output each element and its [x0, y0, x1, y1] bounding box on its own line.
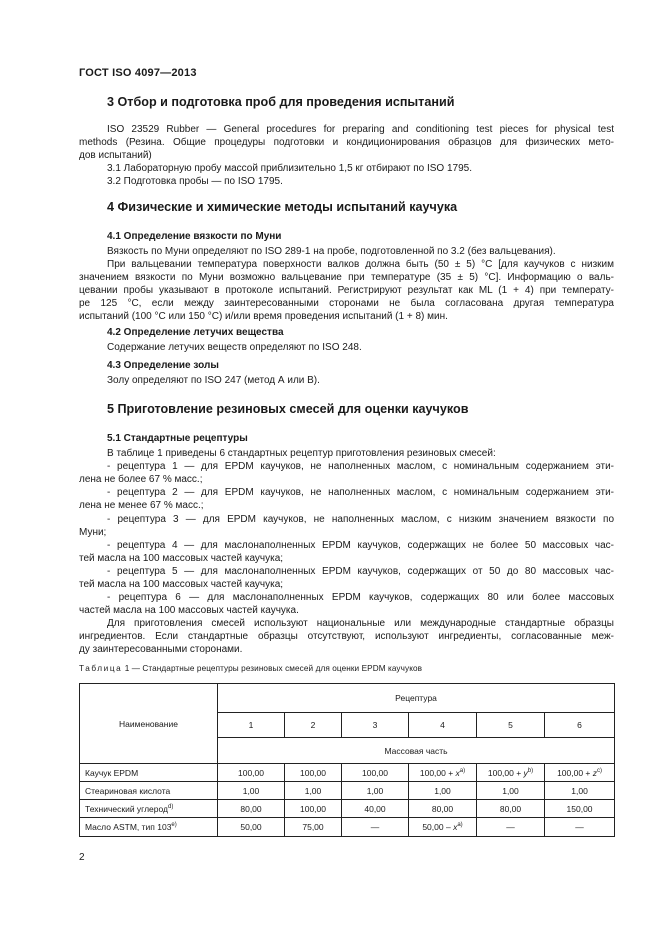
s4-1-line-1: Вязкость по Муни определяют по ISO 289-1 на пробе, подготовленной по 3.2 (без вальцевания). — [107, 246, 556, 257]
s4-1-line-5: ре 125 °С, если между заинтересованными сторонами не была согласована другая температура — [79, 298, 614, 309]
cell-value-5 — [477, 764, 545, 782]
subsection-4-2-heading: 4.2 Определение летучих вещества — [107, 327, 284, 338]
cell-value: 75,00 — [285, 818, 342, 837]
cell-value: 40,00 — [342, 800, 409, 818]
recipe-number-1: 1 — [218, 713, 285, 738]
s4-3-text: Золу определяют по ISO 247 (метод А или В). — [107, 375, 320, 386]
s5-line-9: тей масла на 100 массовых частей каучука; — [79, 553, 284, 564]
s4-1-line-4: цевании пробы указывают в протоколе испытаний. Регистрируют результат как ML (1 + 4) при температу- — [79, 285, 614, 296]
cell-value-6 — [545, 764, 615, 782]
s4-1-line-3: значением вязкости по Муни возможно вальцевание при температуре (35 ± 5) °С]. Информацию о валь- — [79, 272, 614, 283]
recipe-number-3: 3 — [342, 713, 409, 738]
variable-symbol: y — [523, 767, 528, 778]
table-caption-prefix: Таблица — [79, 664, 123, 673]
section-3-ref-line-2: methods (Резина. Общие процедуры подготовки и кондиционирования образцов для физических мето- — [79, 137, 614, 148]
s5-line-1: В таблице 1 приведены 6 стандартных рецептур приготовления резиновых смесей: — [107, 448, 496, 459]
subsection-4-1-heading: 4.1 Определение вязкости по Муни — [107, 231, 282, 242]
s5-line-3: лена не более 67 % масс.; — [79, 474, 203, 485]
s5-line-4: - рецептура 2 — для EPDM каучуков, не наполненных маслом, с номинальным содержанием эти- — [107, 487, 614, 498]
recipe-number-2: 2 — [285, 713, 342, 738]
s5-line-5: лена не менее 67 % масс.; — [79, 500, 204, 511]
table-row — [80, 800, 615, 818]
cell-value: 100,00 — [285, 800, 342, 818]
cell-value-text: 50,00 – x — [422, 822, 458, 832]
recipe-number-6: 6 — [545, 713, 615, 738]
s5-line-16: ду заинтересованными сторонами. — [79, 644, 243, 655]
s4-1-line-2: При вальцевании температура поверхности валков должна быть (50 ± 5) °С [для каучуков с низким — [107, 259, 614, 270]
s5-line-12: - рецептура 6 — для маслонаполненных EPDM каучуков, содержащих 80 или более массовых — [107, 592, 614, 603]
s4-1-line-6: испытаний (100 °С или 150 °С) и/или время проведения испытаний (1 + 8) мин. — [79, 311, 448, 322]
row-name: Каучук EPDM — [80, 764, 218, 782]
s5-line-15: ингредиентов. Если стандартные образцы отсутствуют, используют ингредиенты, согласованные меж- — [79, 631, 614, 642]
table-caption-text: 1 — Стандартные рецептуры резиновых смесей для оценки EPDM каучуков — [124, 664, 423, 673]
s4-2-text: Содержание летучих веществ определяют по ISO 248. — [107, 342, 362, 353]
item-3-1: 3.1 Лабораторную пробу массой приблизительно 1,5 кг отбирают по ISO 1795. — [107, 163, 472, 174]
variable-symbol: x — [455, 767, 460, 778]
variable-symbol: x — [453, 822, 458, 832]
cell-value: — — [545, 818, 615, 837]
cell-value: 1,00 — [545, 782, 615, 800]
section-5-heading: 5 Приготовление резиновых смесей для оценки каучуков — [107, 402, 469, 416]
footnote-marker: a) — [459, 767, 466, 774]
s5-line-11: тей масла на 100 массовых частей каучука; — [79, 579, 284, 590]
row-name: Стеариновая кислота — [80, 782, 218, 800]
footnote-marker: e) — [171, 822, 177, 829]
footnote-marker: d) — [168, 803, 174, 810]
unit-cell: Массовая часть — [218, 738, 615, 764]
s5-line-7: Муни; — [79, 527, 107, 538]
recipe-number-4: 4 — [409, 713, 477, 738]
cell-value: 80,00 — [477, 800, 545, 818]
cell-value: 150,00 — [545, 800, 615, 818]
cell-value: 100,00 — [218, 764, 285, 782]
cell-value: 1,00 — [409, 782, 477, 800]
header-recipe-cell: Рецептура — [218, 684, 615, 713]
recipe-table — [79, 683, 615, 837]
recipe-number-5: 5 — [477, 713, 545, 738]
cell-value-4 — [409, 818, 477, 837]
cell-value-text: 100,00 + z — [557, 767, 597, 778]
row-name-cell — [80, 818, 218, 837]
cell-value: 1,00 — [285, 782, 342, 800]
row-name: Технический углерод — [85, 803, 169, 814]
footnote-marker: c) — [597, 767, 602, 774]
section-3-ref-line-3: дов испытаний) — [79, 150, 152, 161]
item-3-2: 3.2 Подготовка пробы — по ISO 1795. — [107, 176, 283, 187]
s5-line-10: - рецептура 5 — для маслонаполненных EPDM каучуков, содержащих от 50 до 80 массовых час- — [107, 566, 614, 577]
table-1-caption — [79, 664, 422, 673]
subsection-5-1-heading: 5.1 Стандартные рецептуры — [107, 433, 248, 444]
footnote-marker: b) — [527, 767, 534, 774]
variable-symbol: z — [592, 767, 597, 778]
subsection-4-3-heading: 4.3 Определение золы — [107, 360, 219, 371]
cell-value: 1,00 — [342, 782, 409, 800]
section-3-heading: 3 Отбор и подготовка проб для проведения испытаний — [107, 95, 455, 109]
row-name: Масло ASTM, тип 103 — [85, 822, 172, 832]
row-name-cell — [80, 800, 218, 818]
section-3-ref-line-1: ISO 23529 Rubber — General procedures for preparing and conditioning test pieces for physical test — [107, 124, 614, 135]
footnote-marker: a) — [457, 822, 463, 829]
cell-value: 100,00 — [342, 764, 409, 782]
cell-value: — — [477, 818, 545, 837]
s5-line-8: - рецептура 4 — для маслонаполненных EPDM каучуков, содержащих не более 50 массовых час- — [107, 540, 614, 551]
cell-value-text: 100,00 + y — [487, 767, 528, 778]
cell-value: 80,00 — [218, 800, 285, 818]
cell-value: 100,00 — [285, 764, 342, 782]
cell-value: 50,00 — [218, 818, 285, 837]
header-name-cell: Наименование — [80, 684, 218, 764]
cell-value: — — [342, 818, 409, 837]
page-number: 2 — [79, 852, 85, 863]
standard-header: ГОСТ ISO 4097—2013 — [79, 67, 197, 79]
cell-value-text: 100,00 + x — [419, 767, 460, 778]
table-row — [80, 818, 615, 837]
table-row — [80, 764, 615, 782]
cell-value: 1,00 — [218, 782, 285, 800]
table-row — [80, 782, 615, 800]
s5-line-14: Для приготовления смесей используют национальные или международные стандартные образцы — [107, 618, 614, 629]
cell-value: 1,00 — [477, 782, 545, 800]
s5-line-2: - рецептура 1 — для EPDM каучуков, не наполненных маслом, с номинальным содержанием эти- — [107, 461, 614, 472]
s5-line-13: частей масла на 100 массовых частей каучука. — [79, 605, 299, 616]
section-4-heading: 4 Физические и химические методы испытаний каучука — [107, 200, 458, 214]
cell-value: 80,00 — [409, 800, 477, 818]
s5-line-6: - рецептура 3 — для EPDM каучуков, не наполненных маслом, с низким значением вязкости по — [107, 514, 614, 525]
cell-value-4 — [409, 764, 477, 782]
